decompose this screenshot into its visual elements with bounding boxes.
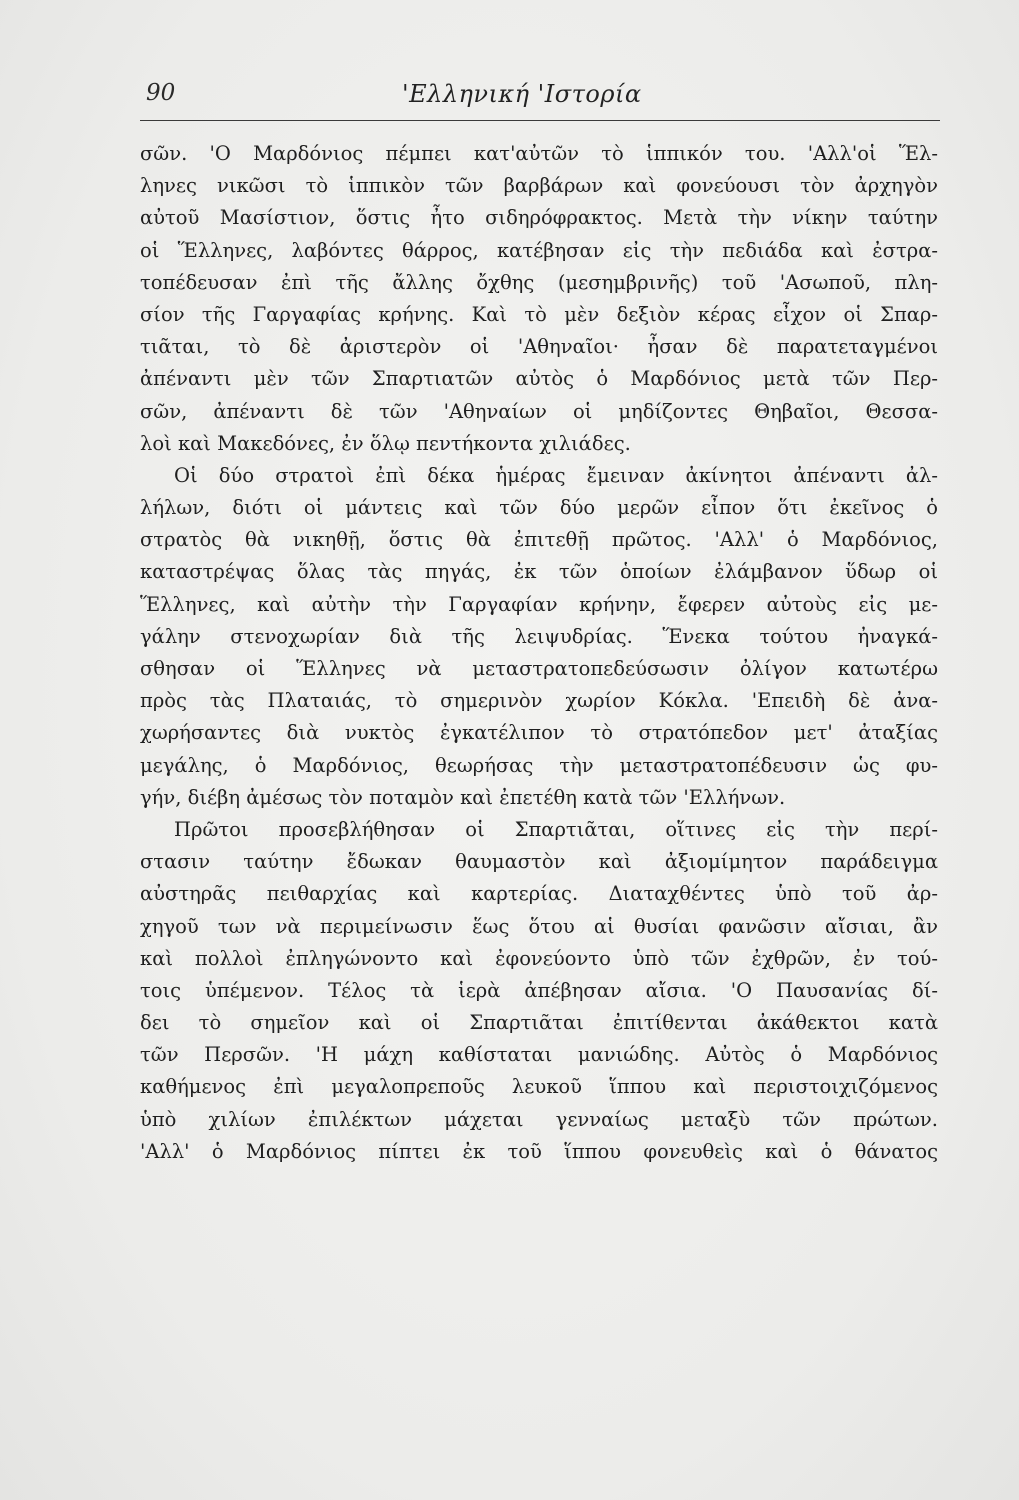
text-line: σῶν. 'Ο Μαρδόνιος πέμπει κατ'αὐτῶν τὸ ἱππικόν του. 'Αλλ'οἱ Ἕλ-	[140, 142, 938, 165]
text-line: 'Αλλ' ὁ Μαρδόνιος πίπτει ἐκ τοῦ ἵππου φονευθεὶς καὶ ὁ θάνατος	[140, 1139, 938, 1163]
body-text	[140, 138, 938, 1168]
text-line: γάλην στενοχωρίαν διὰ τῆς λειψυδρίας. Ἕνεκα τούτου ἠναγκά-	[140, 624, 938, 648]
text-line: καὶ πολλοὶ ἐπληγώνοντο καὶ ἐφονεύοντο ὑπὸ τῶν ἐχθρῶν, ἐν τού-	[140, 946, 938, 970]
text-line: ληνες νικῶσι τὸ ἱππικὸν τῶν βαρβάρων καὶ φονεύουσι τὸν ἀρχηγὸν	[140, 174, 938, 198]
text-line: λοὶ καὶ Μακεδόνες, ἐν ὅλῳ πεντήκοντα χιλιάδες.	[140, 431, 631, 455]
text-line: σίον τῆς Γαργαφίας κρήνης. Καὶ τὸ μὲν δεξιὸν κέρας εἶχον οἱ Σπαρ-	[140, 302, 938, 326]
text-line: χωρήσαντες διὰ νυκτὸς ἐγκατέλιπον τὸ στρατόπεδον μετ' ἀταξίας	[140, 721, 938, 745]
text-line: μεγάλης, ὁ Μαρδόνιος, θεωρήσας τὴν μεταστρατοπέδευσιν ὡς φυ-	[140, 753, 938, 777]
paragraph	[140, 460, 938, 814]
text-line: καθήμενος ἐπὶ μεγαλοπρεποῦς λευκοῦ ἵππου καὶ περιστοιχιζόμενος	[140, 1075, 938, 1099]
text-line: Οἱ δύο στρατοὶ ἐπὶ δέκα ἡμέρας ἔμειναν ἀκίνητοι ἀπέναντι ἀλ-	[174, 463, 938, 487]
text-line: τοις ὑπέμενον. Τέλος τὰ ἱερὰ ἀπέβησαν αἴσια. 'Ο Παυσανίας δί-	[140, 978, 938, 1002]
page-number: 90	[146, 80, 176, 106]
text-line: πρὸς τὰς Πλαταιάς, τὸ σημερινὸν χωρίον Κόκλα. 'Επειδὴ δὲ ἀνα-	[140, 689, 938, 713]
text-line: ὑπὸ χιλίων ἐπιλέκτων μάχεται γενναίως μεταξὺ τῶν πρώτων.	[140, 1107, 938, 1131]
text-line: Πρῶτοι προσεβλήθησαν οἱ Σπαρτιᾶται, οἵτινες εἰς τὴν περί-	[174, 817, 938, 841]
text-line: Ἕλληνες, καὶ αὐτὴν τὴν Γαργαφίαν κρήνην, ἔφερεν αὐτοὺς εἰς με-	[140, 592, 938, 616]
text-line: τῶν Περσῶν. 'Η μάχη καθίσταται μανιώδης. Αὐτὸς ὁ Μαρδόνιος	[140, 1043, 938, 1067]
text-line: οἱ Ἕλληνες, λαβόντες θάρρος, κατέβησαν εἰς τὴν πεδιάδα καὶ ἐστρα-	[140, 238, 938, 262]
running-head	[140, 74, 940, 121]
text-line: τιᾶται, τὸ δὲ ἀριστερὸν οἱ 'Αθηναῖοι· ἦσαν δὲ παρατεταγμένοι	[140, 335, 938, 359]
text-line: στρατὸς θὰ νικηθῇ, ὅστις θὰ ἐπιτεθῇ πρῶτος. 'Αλλ' ὁ Μαρδόνιος,	[140, 528, 938, 552]
text-line: γήν, διέβη ἀμέσως τὸν ποταμὸν καὶ ἐπετέθη κατὰ τῶν 'Ελλήνων.	[140, 785, 786, 809]
text-line: σθησαν οἱ Ἕλληνες νὰ μεταστρατοπεδεύσωσιν ὀλίγον κατωτέρω	[140, 657, 938, 680]
text-line: αὐστηρᾶς πειθαρχίας καὶ καρτερίας. Διαταχθέντες ὑπὸ τοῦ ἀρ-	[140, 882, 938, 906]
text-line: χηγοῦ των νὰ περιμείνωσιν ἕως ὅτου αἱ θυσίαι φανῶσιν αἴσιαι, ἂν	[140, 914, 938, 938]
text-line: αὐτοῦ Μασίστιον, ὅστις ἦτο σιδηρόφρακτος. Μετὰ τὴν νίκην ταύτην	[140, 206, 938, 230]
text-line: στασιν ταύτην ἔδωκαν θαυμαστὸν καὶ ἀξιομίμητον παράδειγμα	[140, 850, 938, 874]
paragraph	[140, 138, 938, 460]
text-line: ἀπέναντι μὲν τῶν Σπαρτιατῶν αὐτὸς ὁ Μαρδόνιος μετὰ τῶν Περ-	[140, 367, 938, 391]
text-line: δει τὸ σημεῖον καὶ οἱ Σπαρτιᾶται ἐπιτίθενται ἀκάθεκτοι κατὰ	[140, 1011, 938, 1035]
text-line: λήλων, διότι οἱ μάντεις καὶ τῶν δύο μερῶν εἶπον ὅτι ἐκεῖνος ὁ	[140, 496, 938, 520]
text-line: τοπέδευσαν ἐπὶ τῆς ἄλλης ὄχθης (μεσημβρινῆς) τοῦ 'Ασωποῦ, πλη-	[140, 270, 938, 294]
paragraph	[140, 814, 938, 1168]
text-line: καταστρέψας ὅλας τὰς πηγάς, ἐκ τῶν ὁποίων ἐλάμβανον ὕδωρ οἱ	[140, 560, 938, 584]
text-line: σῶν, ἀπέναντι δὲ τῶν 'Αθηναίων οἱ μηδίζοντες Θηβαῖοι, Θεσσα-	[140, 399, 938, 423]
book-title: 'Ελληνική 'Ιστορία	[402, 80, 642, 108]
